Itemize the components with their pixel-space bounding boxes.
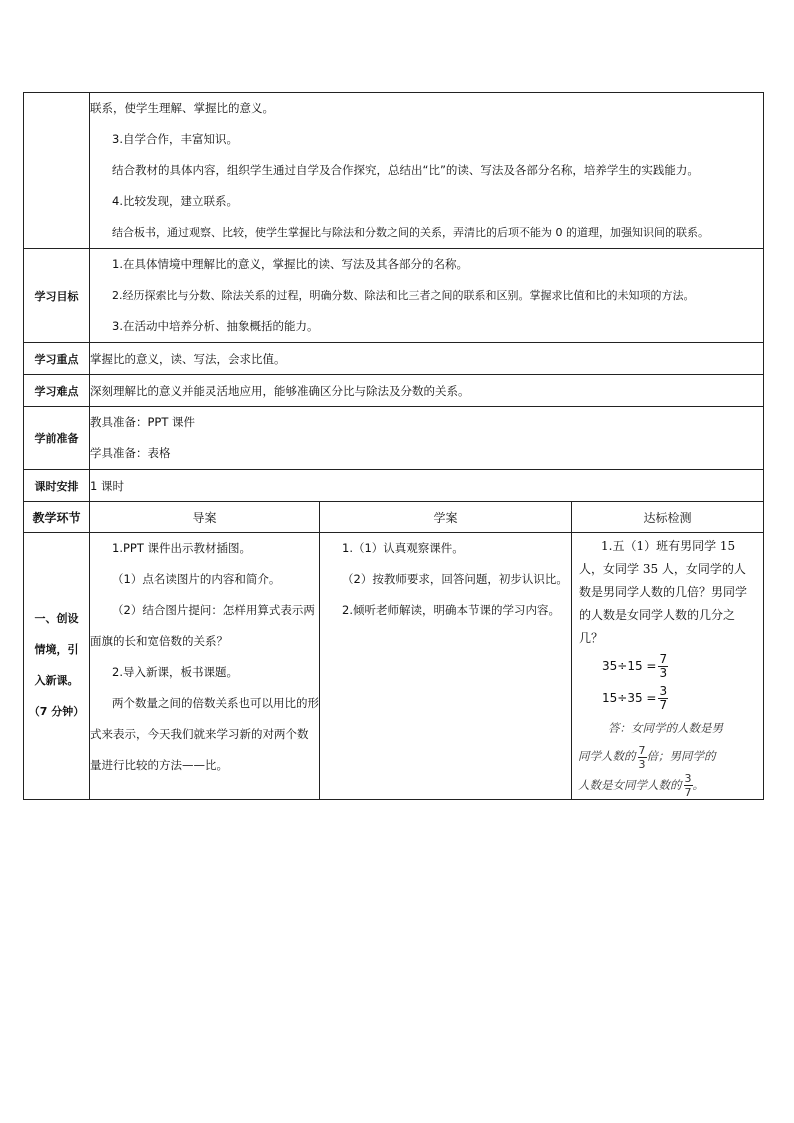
header-guide: 导案 xyxy=(90,502,320,533)
stage1-title-line: （7 分钟） xyxy=(28,705,85,718)
methods-line: 结合教材的具体内容，组织学生通过自学及合作探究，总结出“比”的读、写法及各部分名称，培养学生的实践能力。 xyxy=(112,163,699,177)
guide-line: 2.导入新课，板书课题。 xyxy=(112,665,238,679)
keypoints-row xyxy=(24,343,764,375)
stage1-study xyxy=(320,533,572,800)
preparation-label: 学前准备 xyxy=(24,407,90,470)
methods-line: 4.比较发现，建立联系。 xyxy=(112,194,238,208)
answer-line: 人数是女同学人数的 $\frac{3}{7}$ 。 xyxy=(578,772,704,799)
denominator: 3 xyxy=(659,665,668,680)
objectives-content xyxy=(90,249,764,343)
guide-line: 1.PPT 课件出示教材插图。 xyxy=(112,541,252,555)
objective-item: 3.在活动中培养分析、抽象概括的能力。 xyxy=(112,319,319,333)
answer-line: 同学人数的 $\frac{7}{3}$ 倍；男同学的 xyxy=(578,743,716,771)
keypoints-label: 学习重点 xyxy=(24,343,90,375)
objective-item: 1.在具体情境中理解比的意义，掌握比的读、写法及其各部分的名称。 xyxy=(112,257,468,271)
denominator: 7 xyxy=(659,697,668,712)
stage1-title xyxy=(24,533,90,800)
header-stage: 教学环节 xyxy=(24,502,90,533)
methods-label-cell xyxy=(24,93,90,249)
stage1-title-line: 一、创设 xyxy=(34,612,79,625)
preparation-row xyxy=(24,407,764,470)
equation-1 xyxy=(602,650,763,682)
fraction xyxy=(658,685,668,712)
guide-line: 两个数量之间的倍数关系也可以用比的形式来表示，今天我们就来学习新的对两个数量进行比较的方法——比。 xyxy=(90,696,319,772)
equation-2-text: 15÷35 = xyxy=(602,691,657,705)
student-prep: 学具准备：表格 xyxy=(90,446,171,460)
difficulties-label: 学习难点 xyxy=(24,375,90,407)
answer-line: 答：女同学的人数是男 xyxy=(608,721,723,735)
preparation-content xyxy=(90,407,764,470)
methods-line: 3.自学合作，丰富知识。 xyxy=(112,132,238,146)
objectives-label: 学习目标 xyxy=(24,249,90,343)
objectives-row xyxy=(24,249,764,343)
schedule-text: 1 课时 xyxy=(90,470,764,502)
keypoints-text: 掌握比的意义，读、写法，会求比值。 xyxy=(90,343,764,375)
teacher-prep: 教具准备：PPT 课件 xyxy=(90,415,196,429)
objective-item: 2.经历探索比与分数、除法关系的过程，明确分数、除法和比三者之间的联系和区别。掌握求比值和比的未知项的方法。 xyxy=(112,289,695,302)
study-line: 1.（1）认真观察课件。 xyxy=(342,541,464,555)
equation-2 xyxy=(602,682,763,714)
handwritten-answer xyxy=(572,714,763,799)
guide-line: （1）点名读图片的内容和简介。 xyxy=(112,572,281,586)
header-check: 达标检测 xyxy=(572,502,764,533)
lesson-plan-table xyxy=(23,92,764,800)
stage1-title-line: 情境，引 xyxy=(34,643,79,656)
schedule-label: 课时安排 xyxy=(24,470,90,502)
column-header-row xyxy=(24,502,764,533)
stage1-check xyxy=(572,533,764,800)
difficulties-text: 深刻理解比的意义并能灵活地应用，能够准确区分比与除法及分数的关系。 xyxy=(90,375,764,407)
guide-line: （2）结合图片提问：怎样用算式表示两面旗的长和宽倍数的关系？ xyxy=(90,603,315,648)
check-question: 1.五（1）班有男同学 15 人，女同学 35 人，女同学的人数是男同学人数的几倍？男同学的人数是女同学人数的几分之几？ xyxy=(579,539,748,645)
fraction xyxy=(658,653,668,680)
stage1-title-line: 入新课。 xyxy=(34,674,79,687)
schedule-row xyxy=(24,470,764,502)
methods-line: 结合板书，通过观察、比较，使学生掌握比与除法和分数之间的关系，弄清比的后项不能为 0 的道理，加强知识间的联系。 xyxy=(112,226,709,239)
difficulties-row xyxy=(24,375,764,407)
methods-row xyxy=(24,93,764,249)
fraction: $\frac{7}{3}$ xyxy=(638,743,646,771)
fraction: $\frac{3}{7}$ xyxy=(684,772,692,799)
header-study: 学案 xyxy=(320,502,572,533)
numerator: 7 xyxy=(659,651,668,666)
methods-line: 联系，使学生理解、掌握比的意义。 xyxy=(90,101,274,115)
numerator: 3 xyxy=(659,683,668,698)
study-line: （2）按教师要求，回答问题，初步认识比。 xyxy=(342,572,568,586)
stage1-row xyxy=(24,533,764,800)
equation-1-text: 35÷15 = xyxy=(602,659,657,673)
study-line: 2.倾听老师解读，明确本节课的学习内容。 xyxy=(342,603,560,617)
stage1-guide xyxy=(90,533,320,800)
methods-content xyxy=(90,93,764,249)
